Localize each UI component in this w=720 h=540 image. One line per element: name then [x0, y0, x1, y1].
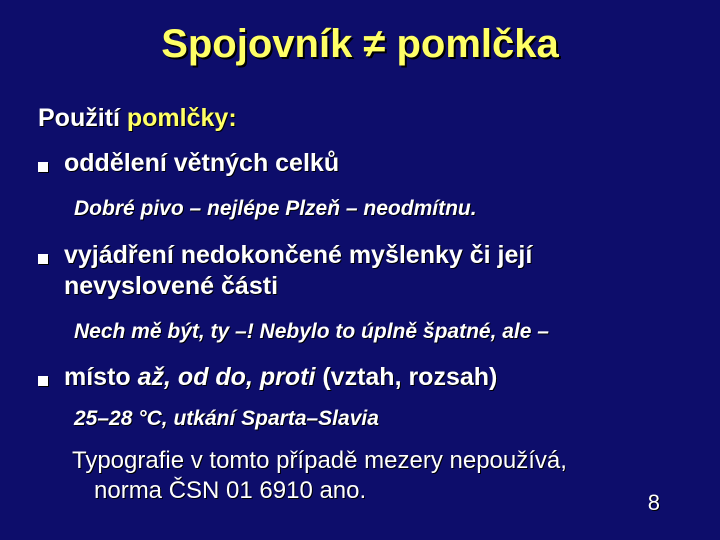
bullet-item-1: [38, 148, 339, 179]
slide-title: Spojovník ≠ pomlčka: [161, 22, 559, 66]
example-3: 25–28 °C, utkání Sparta–Slavia: [74, 407, 379, 430]
note-line-2: norma ČSN 01 6910 ano.: [94, 477, 367, 504]
example-2: Nech mě být, ty –! Nebylo to úplně špatné, ale –: [74, 320, 549, 343]
bullet-text-2-line1: vyjádření nedokončené myšlenky či její: [64, 241, 533, 269]
page-number: 8: [647, 490, 660, 515]
section-heading-prefix: Použití: [38, 104, 127, 132]
bullet-text-3: [64, 362, 497, 393]
example-1: Dobré pivo – nejlépe Plzeň – neodmítnu.: [74, 197, 477, 220]
typography-note: [72, 446, 567, 506]
bullet-item-2: [38, 240, 532, 302]
section-heading-highlight: pomlčky:: [126, 104, 237, 132]
bullet-text-1: oddělení větných celků: [64, 149, 340, 177]
bullet-item-3: [38, 362, 497, 393]
bullet-text-3-part1: místo: [64, 363, 138, 391]
square-bullet-icon: [38, 162, 48, 172]
bullet-text-3-italic: až, od do, proti: [137, 363, 316, 391]
square-bullet-icon: [38, 254, 48, 264]
bullet-text-2-line2: nevyslovené části: [64, 272, 279, 300]
bullet-text-2: [64, 240, 532, 302]
note-line-1: Typografie v tomto případě mezery nepoužívá,: [72, 447, 567, 474]
square-bullet-icon: [38, 376, 48, 386]
section-heading: [38, 104, 237, 133]
bullet-text-3-part2: (vztah, rozsah): [315, 363, 498, 391]
